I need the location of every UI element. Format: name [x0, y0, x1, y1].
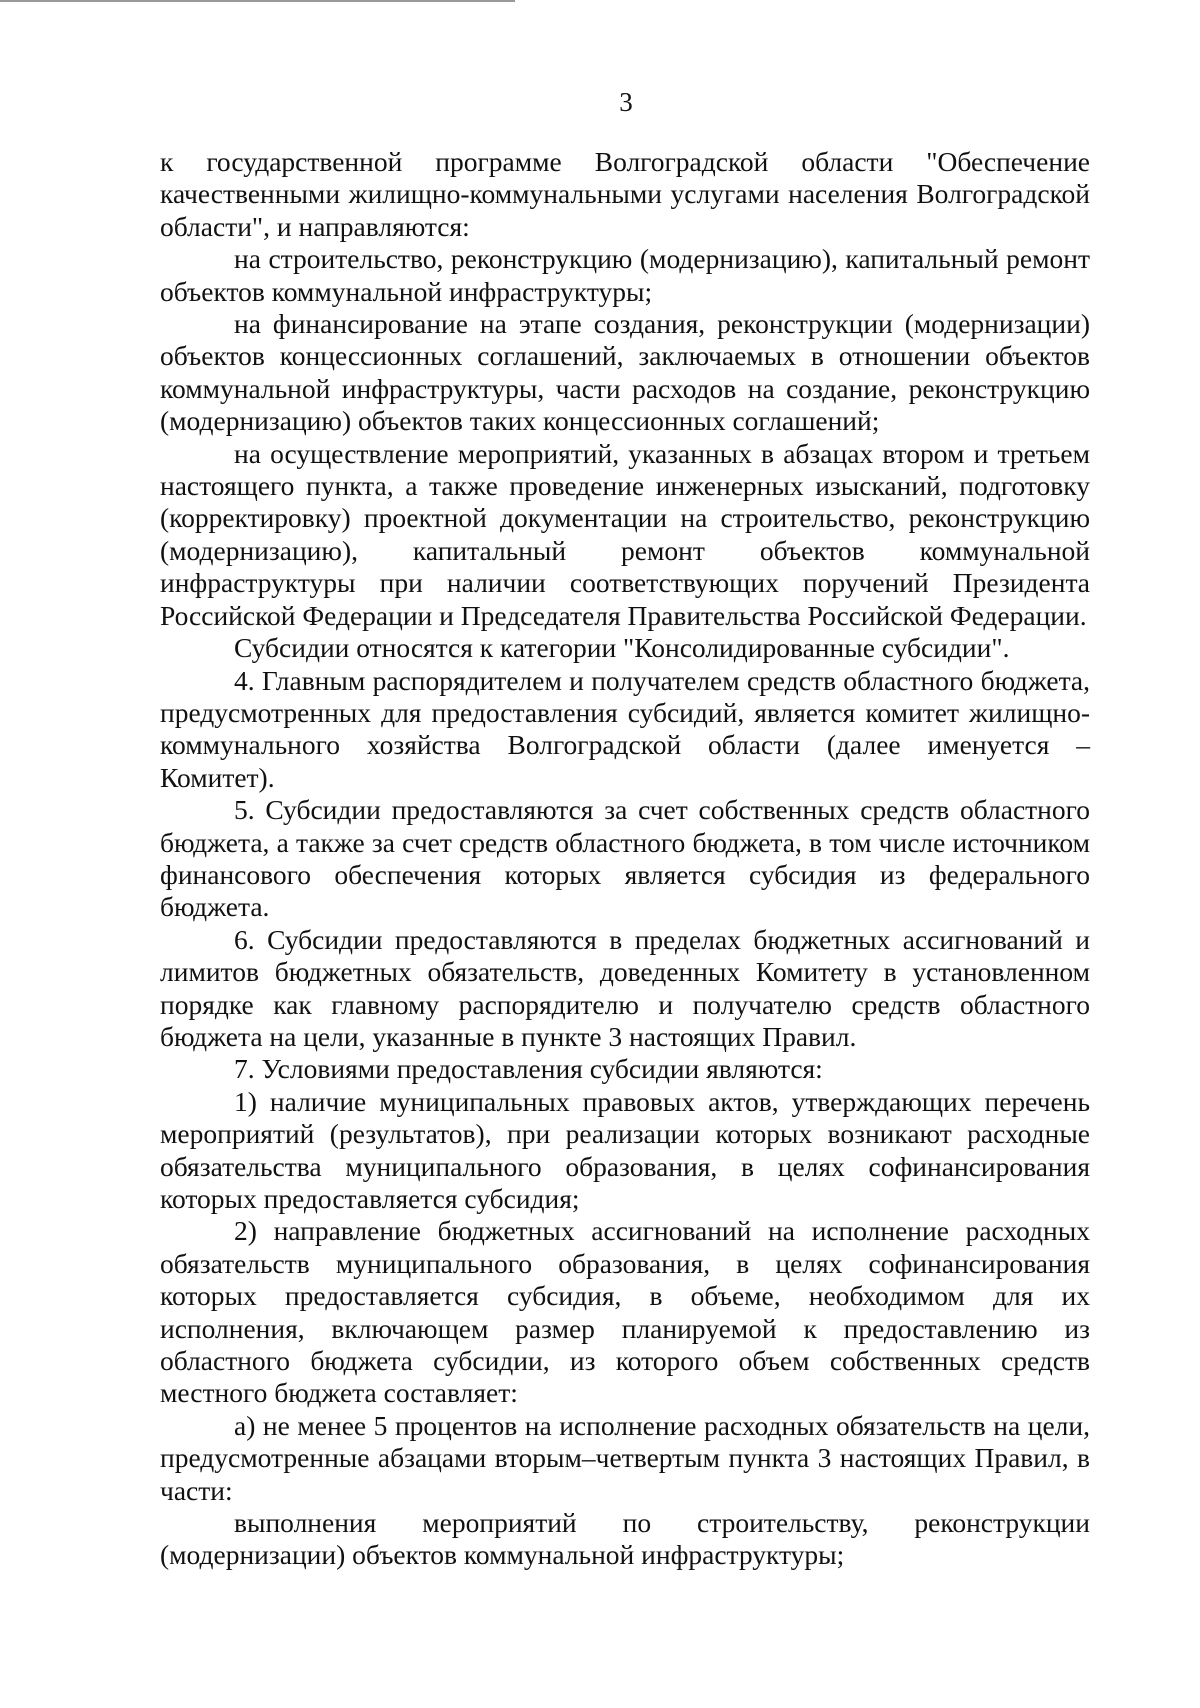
- paragraph-item-5: 5. Субсидии предоставляются за счет собственных средств областного бюджета, а также за счет средств областного бюджета, в том числе источником финансового обеспечения которых является субсидия из федерального бюджета.: [160, 794, 1090, 923]
- paragraph-item-7: 7. Условиями предоставления субсидии являются:: [234, 1053, 823, 1085]
- paragraph-item-4: 4. Главным распорядителем и получателем средств областного бюджета, предусмотренных для предоставления субсидий, является комитет жилищно-коммунального хозяйства Волгоградской области (далее именуется – Комитет).: [160, 664, 1090, 793]
- paragraph-condition-2: 2) направление бюджетных ассигнований на исполнение расходных обязательств муниципального образования, в целях софинансирования которых предоставляется субсидия, в объеме, необходимом для их исполнения, включающем размер планируемой к предоставлению из областного бюджета субсидии, из которого объем собственных средств местного бюджета составляет:: [160, 1215, 1090, 1409]
- paragraph-subsidy-category: Субсидии относятся к категории "Консолидированные субсидии".: [234, 632, 1010, 664]
- paragraph-engineering-surveys: на осуществление мероприятий, указанных в абзацах втором и третьем настоящего пункта, а также проведение инженерных изысканий, подготовку (корректировку) проектной документации на строительство, реконструкцию (модернизацию), капитальный ремонт объектов коммунальной инфраструктуры при наличии соответствующих поручений Президента Российской Федерации и Председателя Правительства Российской Федерации.: [160, 437, 1090, 631]
- paragraph-construction: на строительство, реконструкцию (модернизацию), капитальный ремонт объектов коммунальной инфраструктуры;: [160, 243, 1090, 307]
- paragraph-subitem-a-detail: выполнения мероприятий по строительству, реконструкции (модернизации) объектов коммунальной инфраструктуры;: [160, 1507, 1090, 1571]
- page-number: 3: [619, 87, 633, 117]
- paragraph-subitem-a: а) не менее 5 процентов на исполнение расходных обязательств на цели, предусмотренные абзацами вторым–четвертым пункта 3 настоящих Правил, в части:: [160, 1409, 1090, 1506]
- paragraph-concession-financing: на финансирование на этапе создания, реконструкции (модернизации) объектов концессионных соглашений, заключаемых в отношении объектов коммунальной инфраструктуры, части расходов на создание, реконструкцию (модернизацию) объектов таких концессионных соглашений;: [160, 308, 1090, 437]
- paragraph-program-reference: к государственной программе Волгоградской области "Обеспечение качественными жилищно-коммунальными услугами населения Волгоградской области", и направляются:: [160, 146, 1090, 242]
- paragraph-item-6: 6. Субсидии предоставляются в пределах бюджетных ассигнований и лимитов бюджетных обязательств, доведенных Комитету в установленном порядке как главному распорядителю и получателю средств областного бюджета на цели, указанные в пункте 3 настоящих Правил.: [160, 923, 1090, 1052]
- paragraph-condition-1: 1) наличие муниципальных правовых актов, утверждающих перечень мероприятий (результатов), при реализации которых возникают расходные обязательства муниципального образования, в целях софинансирования которых предоставляется субсидия;: [160, 1085, 1090, 1214]
- document-body: [160, 146, 1090, 1572]
